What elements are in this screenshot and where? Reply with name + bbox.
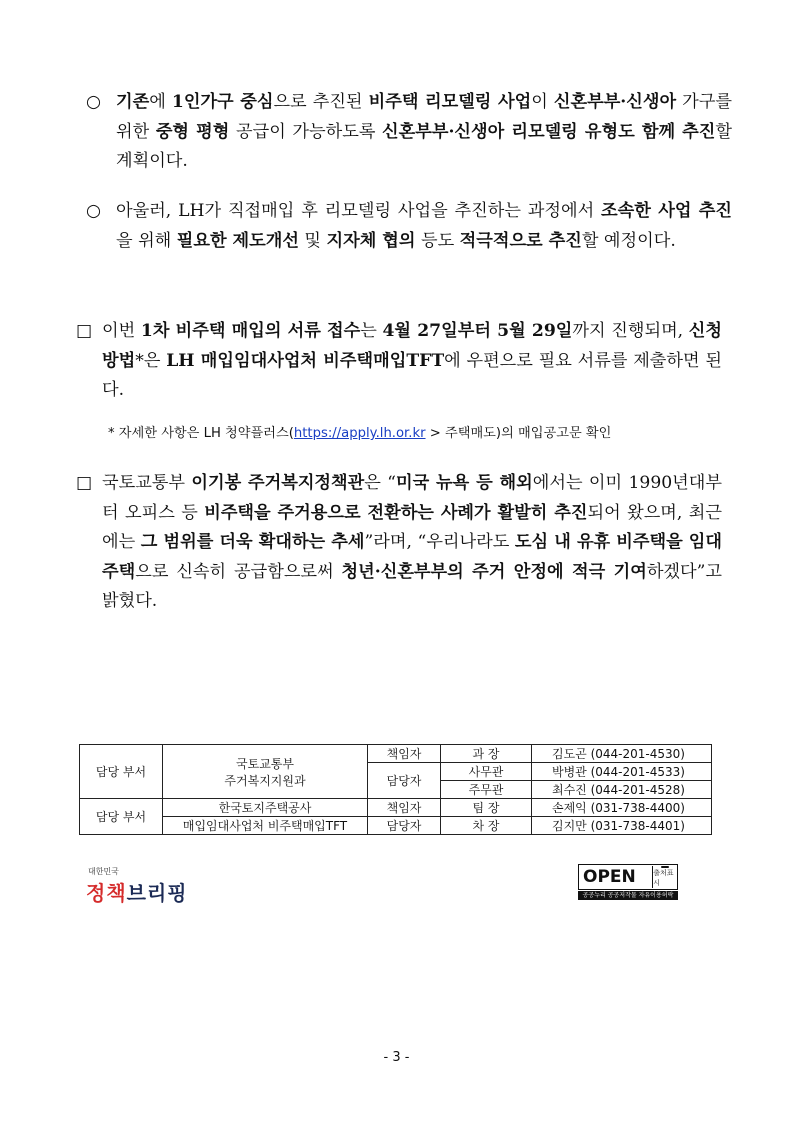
apply-lh-link[interactable]: https://apply.lh.or.kr <box>293 426 426 441</box>
paragraph-official-quote: □ 국토교통부 이기봉 주거복지정책관은 “미국 뉴욕 등 해외에서는 이미 1990년대부터 오피스 등 비주택을 주거용으로 전환하는 사례가 활발히 추진되어 왔으며, 최근에는 그 범위를 더욱 확대하는 추세”라며, “우리나라도 도심 내 유휴 비주택을 임대주택으로 신속히 공급함으로써 청년·신혼부부의 주거 안정에 적극 기여하겠다”고 밝혔다. <box>76 469 722 617</box>
circle-bullet-icon: ○ <box>86 92 101 112</box>
table-row <box>80 817 712 835</box>
person-contact: 최수진 (044-201-4528) <box>532 781 712 799</box>
circle-bullet-icon: ○ <box>86 201 101 221</box>
org-molit: 국토교통부 주거복지지원과 <box>163 745 368 799</box>
paragraph-application-schedule: □ 이번 1차 비주택 매입의 서류 접수는 4월 27일부터 5월 29일까지 진행되며, 신청방법*은 LH 매입임대사업처 비주택매입TFT에 우편으로 필요 서류를 제출하면 된다. <box>76 317 722 406</box>
person-contact: 김도곤 (044-201-4530) <box>532 745 712 763</box>
person-contact: 손제익 (031-738-4400) <box>532 799 712 817</box>
table-row <box>80 799 712 817</box>
table-row <box>80 745 712 763</box>
role-chief: 책임자 <box>368 799 441 817</box>
position-title: 팀 장 <box>441 799 532 817</box>
page-number: - 3 - <box>383 1050 410 1065</box>
position-title: 과 장 <box>441 745 532 763</box>
contact-table <box>79 744 712 835</box>
role-staff: 담당자 <box>368 817 441 835</box>
org-lh-team: 매입임대사업처 비주택매입TFT <box>163 817 368 835</box>
attribution-icon: 출처표시 <box>652 866 677 888</box>
square-bullet-icon: □ <box>76 321 93 341</box>
square-bullet-icon: □ <box>76 473 93 493</box>
position-title: 주무관 <box>441 781 532 799</box>
position-title: 사무관 <box>441 763 532 781</box>
person-contact: 박병관 (044-201-4533) <box>532 763 712 781</box>
footnote: * 자세한 사항은 LH 청약플러스(https://apply.lh.or.kr > 주택매도)의 매입공고문 확인 <box>108 426 612 441</box>
paragraph-remodeling-type: ○ 기존에 1인가구 중심으로 추진된 비주택 리모델링 사업이 신혼부부·신생아 가구를 위한 중형 평형 공급이 가능하도록 신혼부부·신생아 리모델링 유형도 함께 추진할 계획이다. <box>86 88 732 177</box>
role-chief: 책임자 <box>368 745 441 763</box>
position-title: 차 장 <box>441 817 532 835</box>
dept-label: 담당 부서 <box>80 745 163 799</box>
open-license-mark: OPEN 출처표시 공공누리 공공저작물 자유이용허락 <box>578 864 678 900</box>
org-lh: 한국토지주택공사 <box>163 799 368 817</box>
policy-briefing-logo: 대한민국 정책브리핑 <box>86 867 188 905</box>
role-staff: 담당자 <box>368 763 441 799</box>
person-contact: 김지만 (031-738-4401) <box>532 817 712 835</box>
paragraph-system-improvement: ○ 아울러, LH가 직접매입 후 리모델링 사업을 추진하는 과정에서 조속한 사업 추진을 위해 필요한 제도개선 및 지자체 협의 등도 적극적으로 추진할 예정이다. <box>86 197 732 256</box>
dept-label: 담당 부서 <box>80 799 163 835</box>
